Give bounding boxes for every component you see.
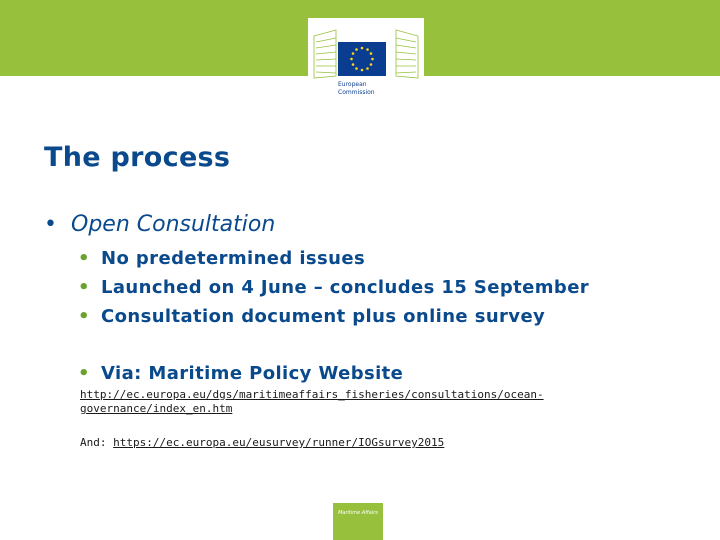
bullet-icon: • — [78, 306, 90, 327]
slide-title: The process — [44, 142, 231, 173]
bullet-level1-text: Open Consultation — [71, 212, 276, 237]
bullet-icon: • — [44, 212, 57, 237]
logo-text-line2: Commission — [338, 89, 375, 96]
link-block — [80, 388, 640, 416]
sub-bullet — [78, 277, 589, 298]
maritime-policy-link[interactable]: http://ec.europa.eu/dgs/maritimeaffairs_fisheries/consultations/ocean-governance/index_en.htm — [80, 388, 544, 415]
eusurvey-link[interactable]: https://ec.europa.eu/eusurvey/runner/IOGsurvey2015 — [113, 436, 445, 449]
bullet-icon: • — [78, 363, 90, 384]
sub-bullet-via — [78, 363, 403, 384]
bullet-level1 — [44, 212, 275, 237]
sub-bullet-text: No predetermined issues — [101, 248, 366, 269]
bullet-icon: • — [78, 248, 90, 269]
sub-bullet — [78, 306, 545, 327]
sub-bullet-text: Launched on 4 June – concludes 15 September — [101, 277, 590, 298]
bullet-icon: • — [78, 277, 90, 298]
european-commission-logo — [308, 18, 424, 102]
footer-badge-text: Maritime Affairs — [338, 510, 378, 516]
and-label: And: — [80, 436, 107, 449]
and-line — [80, 436, 444, 449]
sub-bullet — [78, 248, 365, 269]
sub-bullet-text: Consultation document plus online survey — [101, 306, 546, 327]
via-text: Via: Maritime Policy Website — [101, 363, 404, 384]
footer-badge — [333, 503, 383, 540]
logo-text-line1: European — [338, 81, 367, 88]
